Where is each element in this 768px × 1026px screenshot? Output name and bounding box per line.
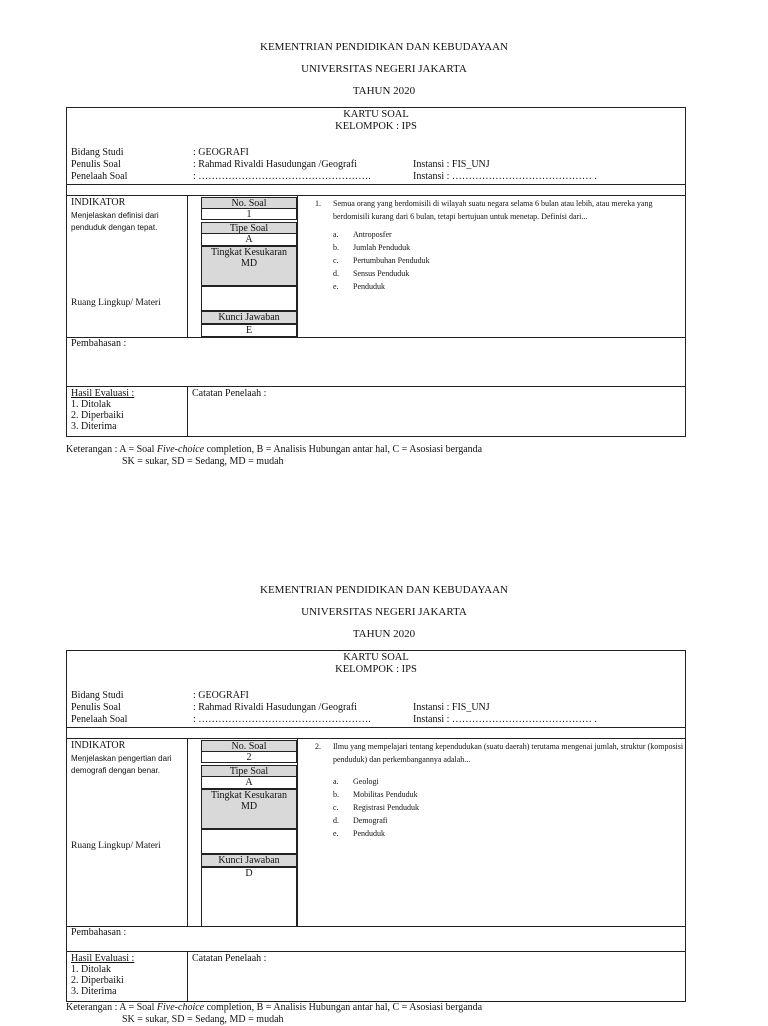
indikator-text: Menjelaskan definisi dari penduduk dengan tepat. [71,211,159,232]
indikator-text: Menjelaskan pengertian dari demografi dengan benar. [71,754,172,775]
card-group: KELOMPOK : IPS [335,664,417,675]
blank-cell [201,286,297,311]
card-table [66,650,686,1002]
option-text: Penduduk [353,829,385,838]
year-heading: TAHUN 2020 [352,628,416,640]
option-b [333,242,685,255]
bidang-studi-label: Bidang Studi [71,690,124,701]
divider [67,337,685,338]
divider [67,926,685,927]
option-letter: c. [333,803,339,812]
keterangan [66,1002,482,1026]
tingkat-kesukaran-cell [201,246,297,286]
keterangan-rest: completion, B = Analisis Hubungan antar hal, C = Asosiasi berganda [204,1002,483,1013]
card-group: KELOMPOK : IPS [335,121,417,132]
option-text: Jumlah Penduduk [353,243,411,252]
tipe-soal-label: Tipe Soal [201,765,297,777]
divider [187,196,188,337]
divider [297,196,298,337]
card-title: KARTU SOAL [343,109,409,120]
option-e [333,281,685,294]
penulis-soal-value: : Rahmad Rivaldi Hasudungan /Geografi [193,159,357,170]
answer-options [333,229,685,294]
option-d [333,815,685,828]
keterangan-line-1 [66,1002,482,1014]
divider [67,951,685,952]
option-text: Demografi [353,816,388,825]
divider [67,738,685,739]
keterangan-rest: completion, B = Analisis Hubungan antar hal, C = Asosiasi berganda [204,444,483,455]
hasil-evaluasi-label: Hasil Evaluasi : [71,953,135,964]
option-a [333,776,685,789]
university-heading: UNIVERSITAS NEGERI JAKARTA [301,606,467,618]
card-table [66,107,686,437]
hasil-evaluasi-label: Hasil Evaluasi : [71,388,135,399]
kunci-jawaban-label: Kunci Jawaban [201,311,297,324]
option-letter: a. [333,777,339,786]
keterangan-prefix: Keterangan : A = Soal [66,1002,157,1013]
option-e [333,828,685,841]
option-a [333,229,685,242]
instansi-penulis: Instansi : FIS_UNJ [413,159,490,170]
penelaah-soal-label: Penelaah Soal [71,714,128,725]
eval-diterima: 3. Diterima [71,986,117,997]
option-letter: c. [333,256,339,265]
kunci-jawaban-value: E [201,324,297,337]
bidang-studi-value: : GEOGRAFI [193,147,249,158]
no-soal-value: 1 [201,208,297,220]
year-heading: TAHUN 2020 [352,85,416,97]
indikator-label: INDIKATOR [71,197,126,208]
eval-diterima: 3. Diterima [71,421,117,432]
kunci-jawaban-value: D [201,867,297,926]
kunci-jawaban-label: Kunci Jawaban [201,854,297,867]
tingkat-kesukaran-value: MD [240,258,258,269]
hasil-evaluasi [71,388,134,432]
option-letter: e. [333,829,339,838]
divider [187,387,188,437]
catatan-penelaah-label: Catatan Penelaah : [192,953,267,964]
keterangan-line-2: SK = sukar, SD = Sedang, MD = mudah [122,1014,284,1025]
penulis-soal-value: : Rahmad Rivaldi Hasudungan /Geografi [193,702,357,713]
pembahasan-label: Pembahasan : [71,338,127,349]
tingkat-kesukaran-label: Tingkat Kesukaran [210,790,287,801]
option-letter: b. [333,243,339,252]
eval-ditolak: 1. Ditolak [71,964,111,975]
option-text: Registrasi Penduduk [353,803,419,812]
divider [67,386,685,387]
answer-options [333,776,685,841]
ministry-heading: KEMENTRIAN PENDIDIKAN DAN KEBUDAYAAN [260,584,508,596]
question-number: 2. [315,742,321,751]
eval-ditolak: 1. Ditolak [71,399,111,410]
option-letter: e. [333,282,339,291]
instansi-penulis: Instansi : FIS_UNJ [413,702,490,713]
penelaah-soal-label: Penelaah Soal [71,171,128,182]
keterangan-italic: Five-choice [156,1002,205,1013]
keterangan-line-1 [66,444,482,456]
option-text: Antroposfer [353,230,392,239]
option-c [333,802,685,815]
question-block [315,741,685,841]
eval-diperbaiki: 2. Diperbaiki [71,410,124,421]
option-b [333,789,685,802]
catatan-penelaah-label: Catatan Penelaah : [192,388,267,399]
option-letter: d. [333,269,339,278]
divider [297,739,298,926]
penulis-soal-label: Penulis Soal [71,702,121,713]
bidang-studi-value: : GEOGRAFI [193,690,249,701]
question-text: Ilmu yang mempelajari tentang kependudukan (suatu daerah) terutama mengenai jumlah, struktur (komposisi penduduk) dan perkembangannya adalah... [333,742,684,764]
indikator-label: INDIKATOR [71,740,126,751]
penelaah-soal-value: : ……………………………………………. [193,171,371,182]
tipe-soal-value: A [201,233,297,246]
divider [67,727,685,728]
keterangan-line-2: SK = sukar, SD = Sedang, MD = mudah [122,456,284,467]
ruang-lingkup-label: Ruang Lingkup/ Materi [71,841,161,851]
divider [67,184,685,185]
instansi-penelaah: Instansi : …………………………………… . [413,171,597,182]
keterangan-italic: Five-choice [156,444,205,455]
keterangan [66,444,482,468]
divider [67,195,685,196]
option-letter: d. [333,816,339,825]
option-d [333,268,685,281]
blank-cell [201,829,297,854]
option-text: Mobilitas Penduduk [353,790,418,799]
tingkat-kesukaran-cell [201,789,297,829]
eval-diperbaiki: 2. Diperbaiki [71,975,124,986]
pembahasan-label: Pembahasan : [71,927,127,938]
tingkat-kesukaran-value: MD [240,801,258,812]
hasil-evaluasi [71,953,134,997]
penulis-soal-label: Penulis Soal [71,159,121,170]
option-text: Sensus Penduduk [353,269,410,278]
option-c [333,255,685,268]
penelaah-soal-value: : ……………………………………………. [193,714,371,725]
divider [187,739,188,926]
option-letter: b. [333,790,339,799]
no-soal-label: No. Soal [201,740,297,752]
no-soal-label: No. Soal [201,197,297,209]
option-text: Geologi [353,777,379,786]
question-number: 1. [315,199,321,208]
bidang-studi-label: Bidang Studi [71,147,124,158]
university-heading: UNIVERSITAS NEGERI JAKARTA [301,63,467,75]
question-block [315,198,685,294]
option-text: Pertumbuhan Penduduk [353,256,430,265]
option-letter: a. [333,230,339,239]
no-soal-value: 2 [201,751,297,763]
ruang-lingkup-label: Ruang Lingkup/ Materi [71,298,161,308]
keterangan-prefix: Keterangan : A = Soal [66,444,157,455]
tingkat-kesukaran-label: Tingkat Kesukaran [210,247,287,258]
card-title: KARTU SOAL [343,652,409,663]
tipe-soal-value: A [201,776,297,789]
ministry-heading: KEMENTRIAN PENDIDIKAN DAN KEBUDAYAAN [260,41,508,53]
tipe-soal-label: Tipe Soal [201,222,297,234]
option-text: Penduduk [353,282,385,291]
question-text: Semua orang yang berdomisili di wilayah suatu negara selama 6 bulan atau lebih, atau mereka yang berdomisili kurang dari 6 bulan, tetapi bertujuan untuk menetap. Definisi dari... [333,199,653,221]
divider [187,952,188,1002]
instansi-penelaah: Instansi : …………………………………… . [413,714,597,725]
